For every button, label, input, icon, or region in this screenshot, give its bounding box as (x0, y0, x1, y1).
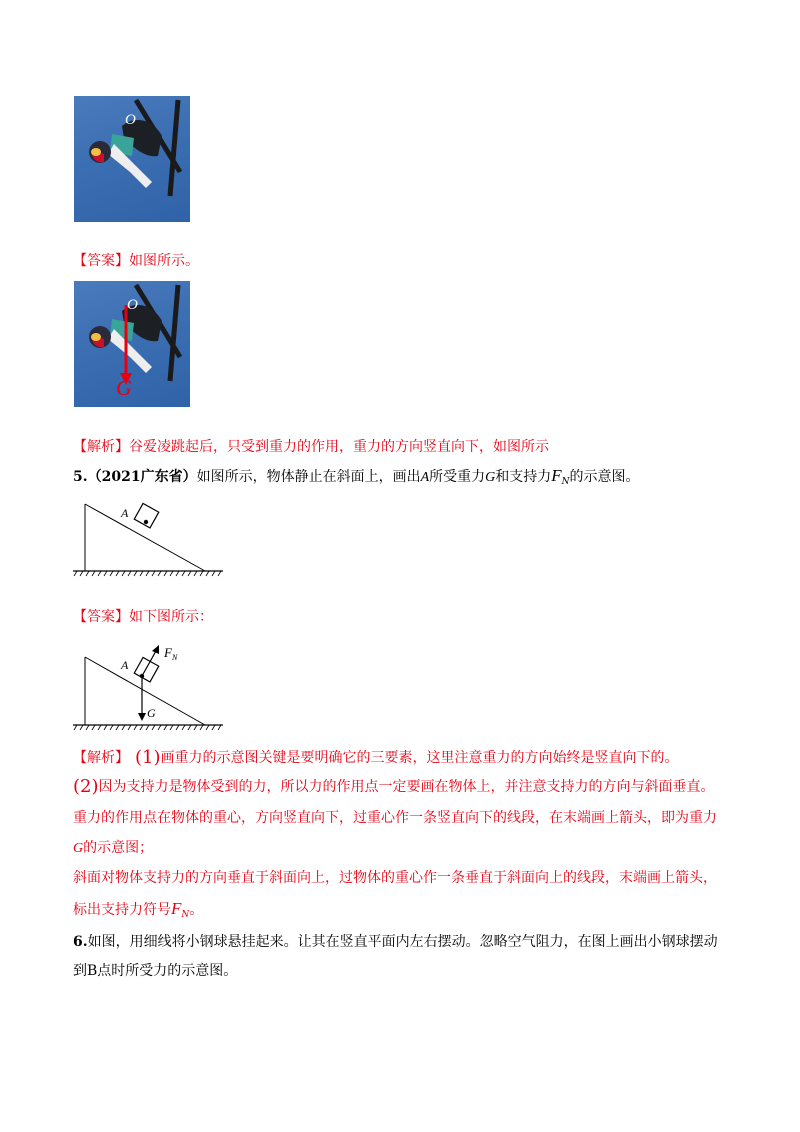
analysis-text: 重力的作用点在物体的重心，方向竖直向下，过重心作一条竖直向下的线段，在末端画上箭头，即为重力 (73, 810, 717, 826)
analysis-text: 谷爱凌跳起后，只受到重力的作用，重力的方向竖直向下，如图所示 (129, 439, 549, 455)
incline-figure (73, 498, 223, 582)
incline-answer-diagram (73, 637, 223, 737)
question-number: 5. (73, 469, 88, 485)
analysis-text: 画重力的示意图关键是要明确它的三要素，这里注意重力的方向始终是竖直向下的。 (160, 750, 679, 766)
answer-text: 如下图所示： (129, 609, 213, 625)
point-number: (2) (73, 776, 99, 797)
analysis-1 (73, 437, 549, 457)
skier-photo (74, 96, 190, 222)
analysis-2-line-3 (73, 808, 717, 828)
support-force-label (164, 645, 177, 662)
point-number: (1) (135, 747, 161, 768)
question-6-line-2 (73, 961, 237, 981)
analysis-2-line-4 (73, 838, 153, 859)
var-f: F (171, 899, 182, 918)
answer-tag: 【答案】 (73, 609, 129, 625)
question-6-line-1 (73, 932, 718, 952)
question-text: 的示意图。 (569, 469, 640, 485)
analysis-tag: 【解析】 (73, 750, 129, 766)
block-a-label: A (121, 506, 129, 520)
answer-1 (73, 251, 199, 271)
var-f: F (551, 466, 562, 485)
incline-answer-figure (73, 637, 223, 737)
analysis-2-line-1 (73, 748, 679, 768)
analysis-2-line-6 (73, 899, 203, 925)
point-o-label: O (125, 112, 136, 128)
block-a-label: A (121, 658, 129, 672)
question-source: （2021广东省） (87, 469, 197, 485)
incline-diagram (73, 498, 223, 582)
analysis-2-line-2 (73, 777, 715, 797)
analysis-text: 斜面对物体支持力的方向垂直于斜面向上，过物体的重心作一条垂直于斜面向上的线段，末端画上箭头， (73, 870, 717, 886)
question-text: 所受重力 (429, 469, 486, 485)
analysis-text: 。 (189, 902, 204, 918)
point-o-label: O (127, 297, 138, 313)
var-g: G (485, 470, 496, 485)
question-text: 和支持力 (495, 469, 552, 485)
analysis-text: 因为支持力是物体受到的力，所以力的作用点一定要画在物体上，并注意支持力的方向与斜面垂直。 (98, 779, 715, 795)
var-g: G (73, 841, 84, 856)
question-text: 到B点时所受力的示意图。 (73, 963, 238, 979)
skier-photo-answer (74, 281, 190, 407)
question-5 (73, 466, 640, 492)
support-force-f: F (164, 645, 172, 660)
var-f-sub: N (181, 910, 190, 920)
analysis-text: 标出支持力符号 (73, 902, 171, 918)
var-f-sub: N (561, 477, 570, 487)
gravity-label: G (147, 706, 156, 720)
analysis-2-line-5 (73, 868, 717, 888)
var-a: A (420, 470, 430, 485)
answer-2 (73, 607, 213, 627)
question-text: 如图所示，物体静止在斜面上，画出 (196, 469, 421, 485)
analysis-tag: 【解析】 (73, 439, 129, 455)
answer-text: 如图所示。 (129, 253, 199, 269)
question-text: 如图，用细线将小钢球悬挂起来。让其在竖直平面内左右摆动。忽略空气阻力，在图上画出小钢球摆动 (87, 934, 718, 950)
question-number: 6. (73, 934, 88, 950)
analysis-text: 的示意图； (83, 840, 154, 856)
answer-tag: 【答案】 (73, 253, 129, 269)
support-force-sub: N (171, 653, 178, 662)
gravity-label: G (116, 375, 132, 400)
